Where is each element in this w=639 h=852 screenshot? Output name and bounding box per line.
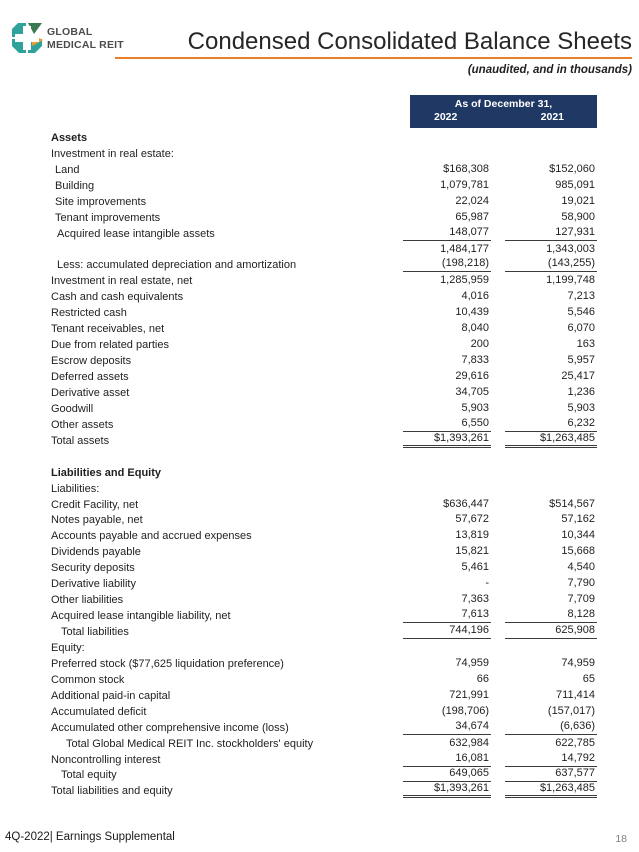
value-2022: 15,821 (455, 545, 489, 558)
table-row (51, 527, 597, 543)
table-row (51, 336, 597, 352)
row-label: Accumulated deficit (51, 705, 147, 718)
value-2021: 74,959 (561, 656, 595, 669)
row-label: Less: accumulated depreciation and amortization (57, 259, 297, 272)
value-2022: 8,040 (461, 322, 489, 335)
value-2021: 985,091 (555, 178, 595, 191)
value-2022: 5,461 (461, 561, 489, 574)
value-2022: 1,285,959 (440, 274, 489, 287)
value-2021: 19,021 (561, 194, 595, 207)
value-2022 (403, 144, 491, 145)
row-label: Total liabilities and equity (51, 785, 173, 798)
value-2021: 7,790 (567, 577, 595, 590)
table-row (51, 639, 597, 655)
table-row (51, 193, 597, 209)
value-2022: (198,706) (441, 704, 489, 717)
value-2021: 5,957 (567, 354, 595, 367)
value-2022: 34,705 (455, 385, 489, 398)
row-label: Tenant improvements (55, 211, 161, 224)
value-2022: 148,077 (403, 226, 491, 241)
value-2022: (198,218) (403, 257, 491, 272)
table-row (51, 782, 597, 798)
value-2021: 14,792 (505, 752, 597, 767)
row-label: Total Global Medical REIT Inc. stockholders' equity (66, 737, 314, 750)
table-row (51, 272, 597, 288)
value-2021: 637,577 (505, 767, 597, 782)
table-row (51, 719, 597, 735)
value-2022: 34,674 (403, 720, 491, 735)
value-2022 (403, 160, 491, 161)
value-2021: 1,343,003 (546, 242, 595, 255)
row-label: Deferred assets (51, 371, 129, 383)
row-label: Liabilities: (51, 482, 100, 495)
table-row (51, 575, 597, 591)
table-row (51, 559, 597, 575)
table-column-header (410, 95, 597, 128)
row-label: Total equity (61, 769, 117, 782)
value-2021: 127,931 (505, 226, 597, 241)
logo-line2: MEDICAL REIT (47, 38, 124, 51)
value-2021: 1,199,748 (546, 274, 595, 287)
title-underline (115, 57, 632, 59)
value-2021: 711,414 (556, 688, 595, 701)
value-2022: 29,616 (455, 370, 489, 382)
value-2021 (505, 463, 597, 464)
row-label: Land (55, 163, 80, 176)
row-label: Building (55, 179, 95, 192)
value-2022: 7,363 (461, 593, 489, 606)
table-row (51, 543, 597, 559)
value-2021: 57,162 (561, 513, 595, 526)
value-2022: $168,308 (443, 162, 489, 175)
value-2022: 16,081 (403, 752, 491, 767)
page-title: Condensed Consolidated Balance Sheets (187, 28, 632, 55)
value-2021: 6,232 (505, 417, 597, 432)
value-2021 (505, 495, 597, 496)
value-2022: 1,484,177 (440, 242, 489, 255)
table-row (51, 735, 597, 751)
value-2022: $636,447 (443, 497, 489, 510)
value-2021: 65 (582, 672, 595, 685)
table-row (51, 591, 597, 607)
footer-label: 4Q-2022| Earnings Supplemental (5, 831, 175, 843)
page-number: 18 (615, 833, 627, 845)
value-2021 (505, 479, 597, 480)
row-label: Accounts payable and accrued expenses (51, 530, 252, 543)
row-label: Tenant receivables, net (51, 323, 165, 336)
row-label: Accumulated other comprehensive income (loss) (51, 721, 289, 734)
row-label: Escrow deposits (51, 355, 132, 368)
value-2021 (505, 160, 597, 161)
value-2022: $1,393,261 (403, 782, 491, 798)
table-row (51, 161, 597, 177)
balance-sheet-table (51, 129, 597, 798)
value-2022: 649,065 (403, 767, 491, 782)
table-row (51, 225, 597, 241)
value-2022 (403, 479, 491, 480)
row-label: Dividends payable (51, 546, 141, 559)
value-2022: 57,672 (455, 513, 489, 526)
row-label: Restricted cash (51, 307, 127, 320)
row-label: Security deposits (51, 562, 135, 575)
value-2022: 200 (470, 338, 489, 351)
value-2022: 4,016 (461, 290, 489, 303)
value-2022: 632,984 (449, 736, 489, 749)
value-2022: 7,833 (461, 354, 489, 367)
global-medical-reit-logo-icon (10, 21, 44, 55)
value-2021: 7,709 (567, 593, 595, 606)
value-2022: - (485, 577, 489, 590)
column-header-2022: 2022 (434, 111, 458, 123)
table-row (51, 400, 597, 416)
table-row (51, 767, 597, 783)
row-label: Derivative asset (51, 386, 130, 399)
value-2022 (403, 495, 491, 496)
row-label: Investment in real estate: (51, 147, 174, 160)
table-row (51, 512, 597, 528)
value-2021: $514,567 (549, 497, 595, 510)
value-2021: 15,668 (561, 545, 595, 558)
value-2022: 721,991 (449, 688, 489, 701)
table-row (51, 384, 597, 400)
value-2022: 22,024 (455, 194, 489, 207)
table-row (51, 671, 597, 687)
table-row (51, 464, 597, 480)
row-label: Acquired lease intangible liability, net (51, 610, 231, 623)
logo-wordmark (47, 26, 124, 51)
row-label: Common stock (51, 673, 125, 686)
value-2022: 6,550 (403, 417, 491, 432)
row-label: Additional paid-in capital (51, 689, 171, 702)
value-2021: 7,213 (567, 290, 595, 303)
value-2022: 66 (476, 672, 489, 685)
table-row (51, 320, 597, 336)
table-row (51, 607, 597, 623)
value-2022: 13,819 (455, 529, 489, 542)
value-2022: 1,079,781 (440, 178, 489, 191)
row-label: Other liabilities (51, 594, 124, 607)
value-2021: $152,060 (549, 162, 595, 175)
row-label: Liabilities and Equity (51, 466, 162, 479)
table-row (51, 352, 597, 368)
value-2022: 10,439 (455, 306, 489, 319)
table-row (51, 687, 597, 703)
table-row (51, 480, 597, 496)
value-2021: 5,546 (567, 306, 595, 319)
row-label: Assets (51, 131, 88, 144)
row-label: Cash and cash equivalents (51, 291, 184, 304)
table-row (51, 623, 597, 639)
value-2021: (143,255) (505, 257, 597, 272)
table-row (51, 129, 597, 145)
value-2021 (505, 654, 597, 655)
row-label: Derivative liability (51, 578, 136, 591)
value-2021: 25,417 (561, 370, 595, 382)
value-2022: 65,987 (455, 210, 489, 223)
value-2022 (403, 463, 491, 464)
value-2022 (403, 654, 491, 655)
value-2021: 625,908 (505, 624, 597, 639)
value-2021: $1,263,485 (505, 782, 597, 798)
value-2022: 7,613 (403, 608, 491, 623)
page-subtitle: (unaudited, and in thousands) (467, 64, 632, 76)
value-2021: 5,903 (567, 401, 595, 414)
table-row (51, 304, 597, 320)
column-header-2021: 2021 (540, 111, 564, 123)
value-2021: 6,070 (567, 322, 595, 335)
table-row (51, 177, 597, 193)
table-row (51, 241, 597, 257)
table-row (51, 416, 597, 432)
table-row (51, 655, 597, 671)
row-label: Due from related parties (51, 339, 169, 352)
row-label: Acquired lease intangible assets (57, 227, 215, 240)
table-row (51, 751, 597, 767)
table-row (51, 368, 597, 384)
logo-line1: GLOBAL (47, 26, 93, 38)
value-2021: 4,540 (567, 561, 595, 574)
table-row (51, 496, 597, 512)
value-2021: 1,236 (567, 385, 595, 398)
value-2022: 74,959 (455, 656, 489, 669)
row-label: Investment in real estate, net (51, 275, 193, 288)
table-row (51, 257, 597, 273)
row-label: Total assets (51, 434, 110, 447)
value-2021: 8,128 (505, 608, 597, 623)
row-label: Noncontrolling interest (51, 753, 161, 766)
value-2021: 58,900 (561, 210, 595, 223)
value-2021: 163 (576, 338, 595, 351)
value-2021: 10,344 (561, 529, 595, 542)
row-label: Site improvements (55, 195, 147, 208)
row-label: Credit Facility, net (51, 498, 139, 511)
row-label: Notes payable, net (51, 514, 143, 527)
value-2022: 5,903 (461, 401, 489, 414)
column-header-title: As of December 31, (454, 98, 553, 110)
value-2021: (157,017) (547, 704, 595, 717)
value-2021: $1,263,485 (505, 432, 597, 448)
row-label: Goodwill (51, 402, 94, 415)
value-2022: 744,196 (403, 624, 491, 639)
value-2021 (505, 144, 597, 145)
value-2022: $1,393,261 (403, 432, 491, 448)
row-label: Preferred stock ($77,625 liquidation preference) (51, 657, 284, 670)
row-label: Total liabilities (61, 626, 129, 638)
spacer-row (51, 448, 597, 464)
row-label: Equity: (51, 641, 85, 654)
table-row (51, 432, 597, 448)
table-row (51, 288, 597, 304)
row-label: Other assets (51, 418, 114, 431)
table-row (51, 209, 597, 225)
table-row (51, 703, 597, 719)
value-2021: (6,636) (505, 720, 597, 735)
value-2021: 622,785 (555, 736, 595, 749)
table-row (51, 145, 597, 161)
